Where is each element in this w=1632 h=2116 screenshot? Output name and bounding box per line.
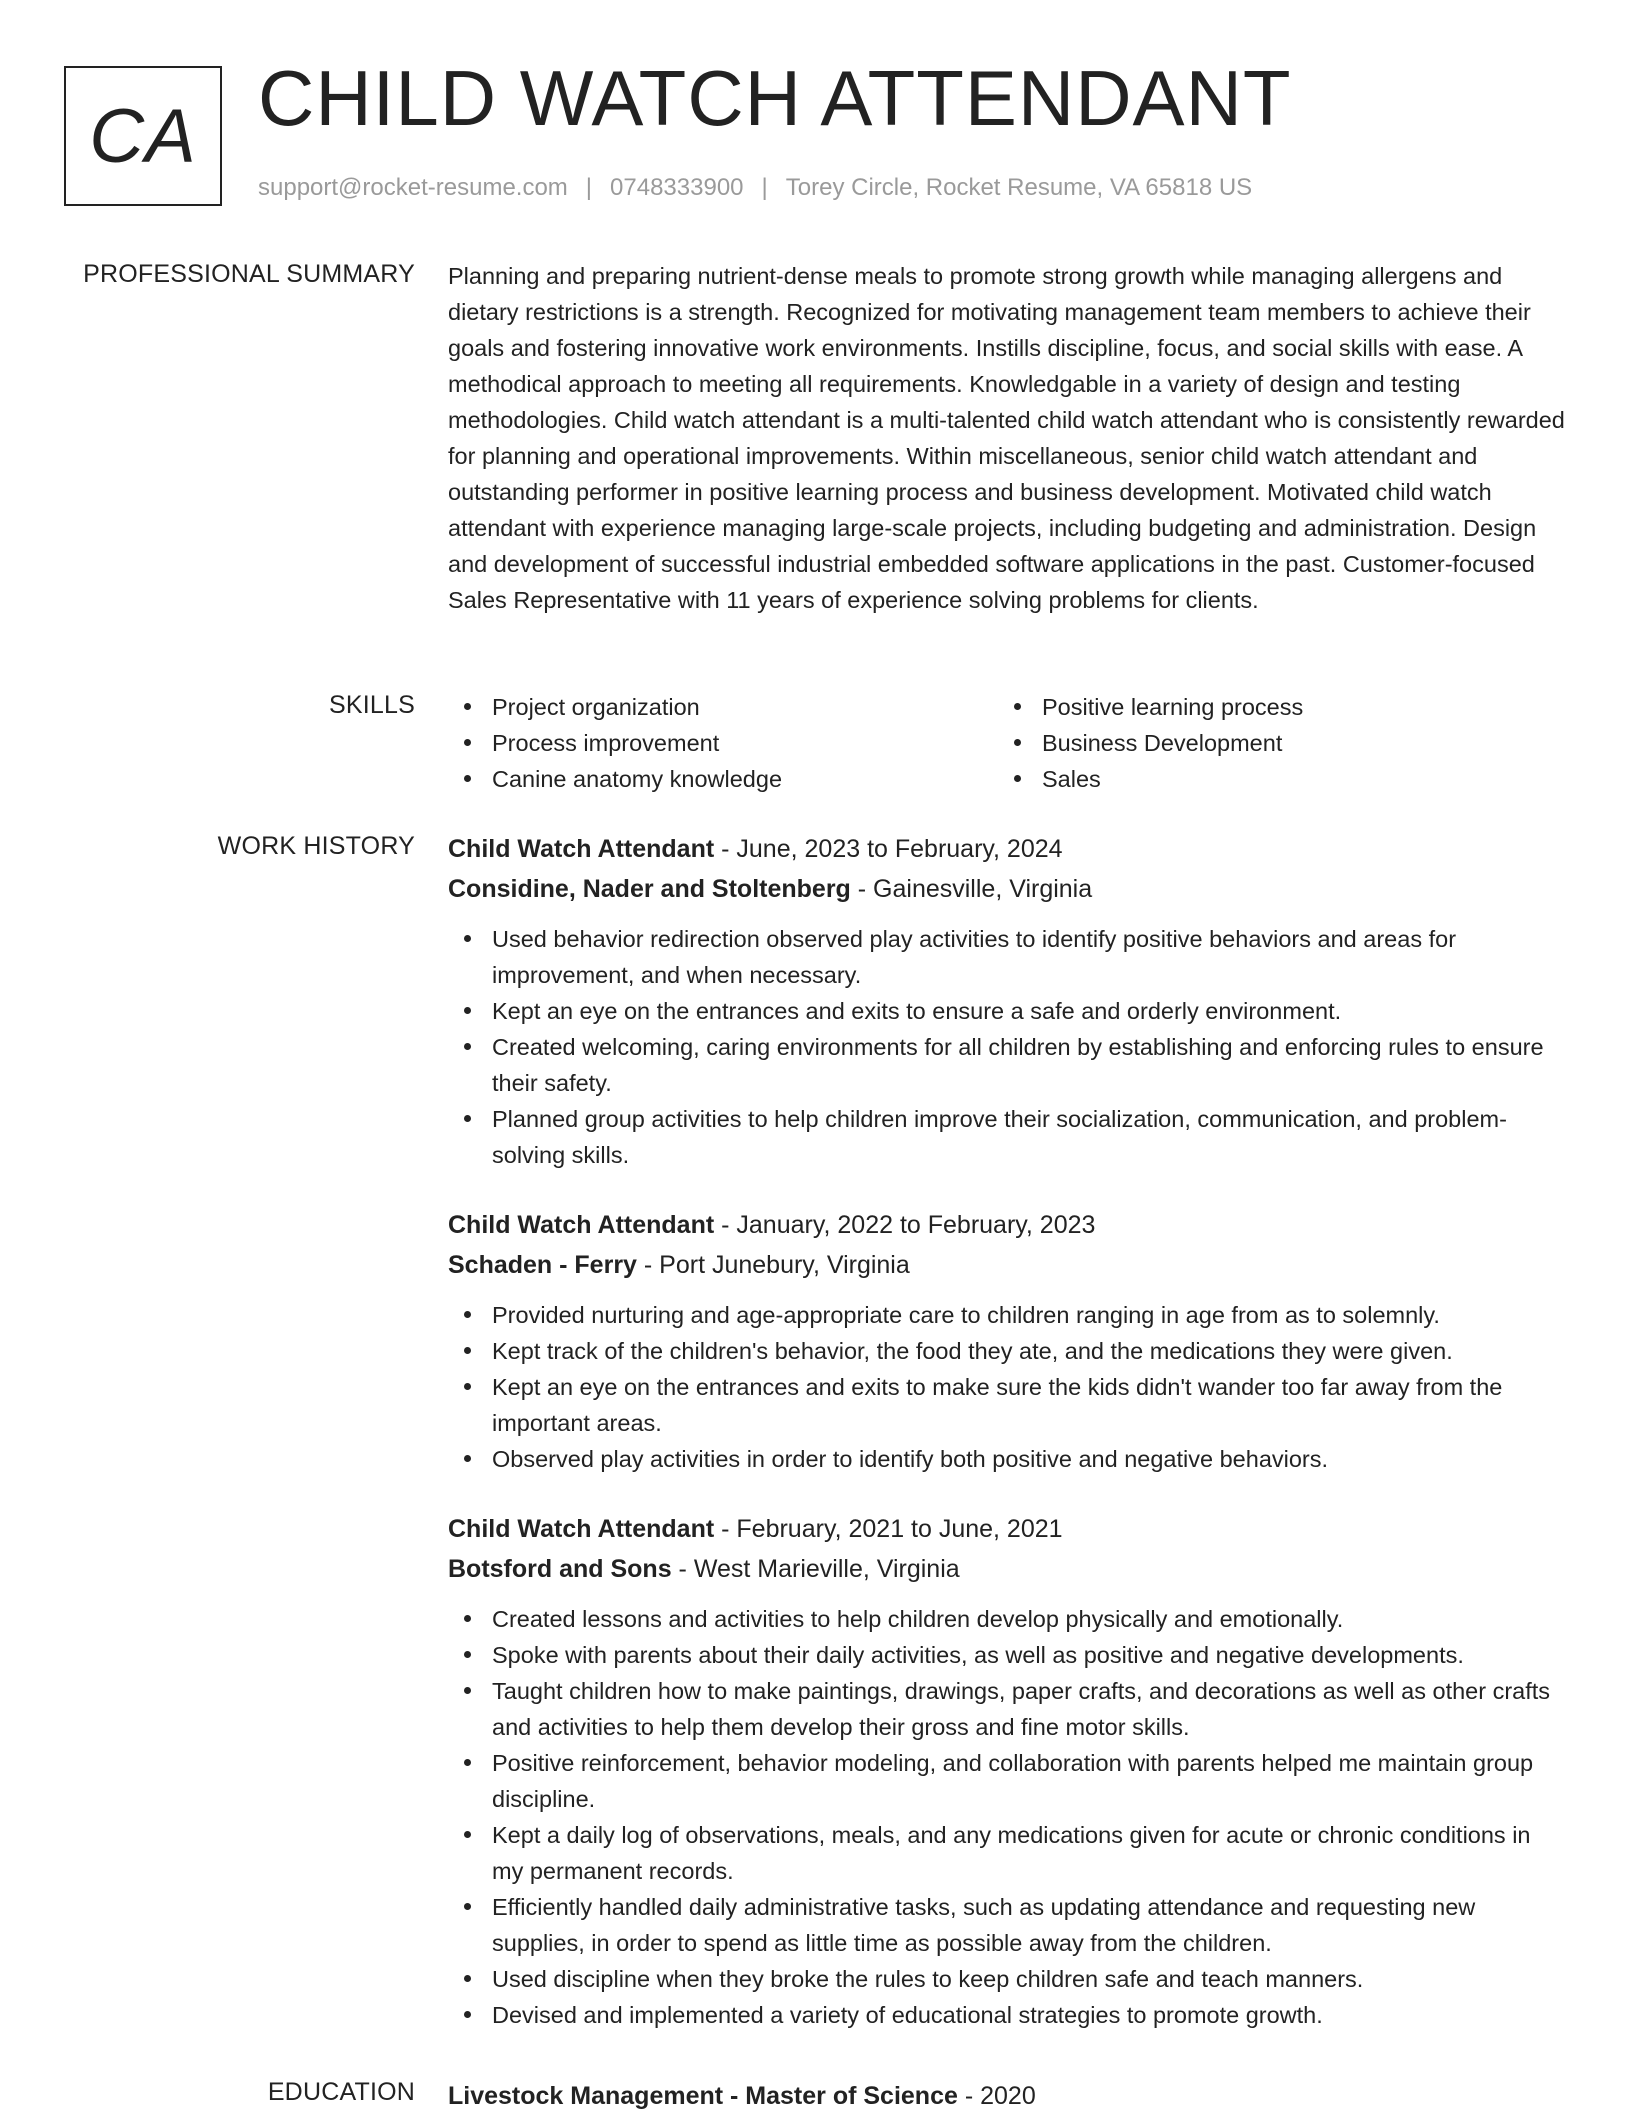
job-title: Child Watch Attendant (448, 835, 715, 863)
skills-body (448, 689, 1568, 797)
resume-name-heading: CHILD WATCH ATTENDANT (258, 54, 1292, 142)
job-entry (448, 829, 1568, 1173)
summary-text: Planning and preparing nutrient-dense meals to promote strong growth while managing allergens and dietary restrictions is a strength. Recognized for motivating management team members to achieve their goals and fostering innovative work environments. Instills discipline, focus, and social skills with ease. A methodical approach to meeting all requirements. Knowledgable in a variety of design and testing methodologies. Child watch attendant is a multi-talented child watch attendant who is consistently rewarded for planning and operational improvements. Within miscellaneous, senior child watch attendant and outstanding performer in positive learning process and business development. Motivated child watch attendant with experience managing large-scale projects, including budgeting and administration. Design and development of successful industrial embedded software applications in the past. Customer-focused Sales Representative with 11 years of experience solving problems for clients. (448, 263, 1565, 613)
work-body (448, 829, 1568, 2065)
job-bullet: Kept track of the children's behavior, the food they ate, and the medications they were given. (448, 1333, 1568, 1369)
education-body (448, 2076, 1568, 2116)
job-company-line (448, 869, 1568, 909)
job-location: - West Marieville, Virginia (671, 1555, 960, 1583)
contact-address: Torey Circle, Rocket Resume, VA 65818 US (785, 174, 1253, 201)
job-bullet: Kept an eye on the entrances and exits to make sure the kids didn't wander too far away from the important areas. (448, 1369, 1568, 1441)
contact-email[interactable]: support@rocket-resume.com (258, 174, 568, 201)
skills-list (448, 689, 1568, 797)
job-bullet: Used behavior redirection observed play activities to identify positive behaviors and areas for improvement, and when necessary. (448, 921, 1568, 993)
education-line (448, 2076, 1568, 2116)
skill-item: Process improvement (448, 725, 998, 761)
job-location: - Port Junebury, Virginia (636, 1251, 910, 1279)
job-bullets (448, 1297, 1568, 1477)
monogram-initials: CA (89, 93, 197, 179)
job-entry (448, 1509, 1568, 2033)
job-dates: - February, 2021 to June, 2021 (714, 1515, 1063, 1543)
job-location: - Gainesville, Virginia (850, 875, 1093, 903)
job-title-line (448, 829, 1568, 869)
job-bullet: Kept an eye on the entrances and exits to ensure a safe and orderly environment. (448, 993, 1568, 1029)
summary-body (448, 258, 1568, 618)
job-entry (448, 1205, 1568, 1477)
skill-item: Business Development (998, 725, 1548, 761)
job-title: Child Watch Attendant (448, 1211, 715, 1239)
monogram-box (64, 66, 222, 206)
skill-item: Project organization (448, 689, 998, 725)
contact-separator: | (761, 174, 768, 201)
job-bullet: Used discipline when they broke the rules to keep children safe and teach manners. (448, 1961, 1568, 1997)
skill-item: Canine anatomy knowledge (448, 761, 998, 797)
section-label-work: WORK HISTORY (217, 832, 415, 860)
contact-phone[interactable]: 0748333900 (610, 174, 744, 201)
job-bullet: Positive reinforcement, behavior modeling, and collaboration with parents helped me maintain group discipline. (448, 1745, 1568, 1817)
education-degree: Livestock Management - Master of Science (448, 2082, 958, 2110)
job-title: Child Watch Attendant (448, 1515, 715, 1543)
job-company: Considine, Nader and Stoltenberg (448, 875, 851, 903)
job-title-line (448, 1205, 1568, 1245)
job-bullet: Taught children how to make paintings, drawings, paper crafts, and decorations as well as other crafts and activities to help them develop their gross and fine motor skills. (448, 1673, 1568, 1745)
contact-line (258, 174, 1252, 202)
skill-item: Positive learning process (998, 689, 1548, 725)
section-label-education: EDUCATION (267, 2078, 415, 2106)
job-company: Botsford and Sons (448, 1555, 672, 1583)
job-bullet: Created welcoming, caring environments for all children by establishing and enforcing rules to ensure their safety. (448, 1029, 1568, 1101)
education-year: - 2020 (957, 2082, 1036, 2110)
job-bullet: Kept a daily log of observations, meals, and any medications given for acute or chronic conditions in my permanent records. (448, 1817, 1568, 1889)
job-company-line (448, 1549, 1568, 1589)
skill-item: Sales (998, 761, 1548, 797)
section-label-skills: SKILLS (329, 691, 415, 719)
section-label-summary: PROFESSIONAL SUMMARY (83, 260, 415, 288)
job-bullet: Observed play activities in order to identify both positive and negative behaviors. (448, 1441, 1568, 1477)
job-bullet: Spoke with parents about their daily activities, as well as positive and negative developments. (448, 1637, 1568, 1673)
job-title-line (448, 1509, 1568, 1549)
job-dates: - June, 2023 to February, 2024 (714, 835, 1063, 863)
job-bullet: Efficiently handled daily administrative tasks, such as updating attendance and requesting new supplies, in order to spend as little time as possible away from the children. (448, 1889, 1568, 1961)
job-bullets (448, 1601, 1568, 2033)
job-bullet: Created lessons and activities to help children develop physically and emotionally. (448, 1601, 1568, 1637)
job-bullets (448, 921, 1568, 1173)
job-company-line (448, 1245, 1568, 1285)
job-dates: - January, 2022 to February, 2023 (714, 1211, 1096, 1239)
job-company: Schaden - Ferry (448, 1251, 637, 1279)
contact-separator: | (585, 174, 593, 201)
job-bullet: Provided nurturing and age-appropriate care to children ranging in age from as to solemnly. (448, 1297, 1568, 1333)
job-bullet: Planned group activities to help children improve their socialization, communication, and problem-solving skills. (448, 1101, 1568, 1173)
job-bullet: Devised and implemented a variety of educational strategies to promote growth. (448, 1997, 1568, 2033)
